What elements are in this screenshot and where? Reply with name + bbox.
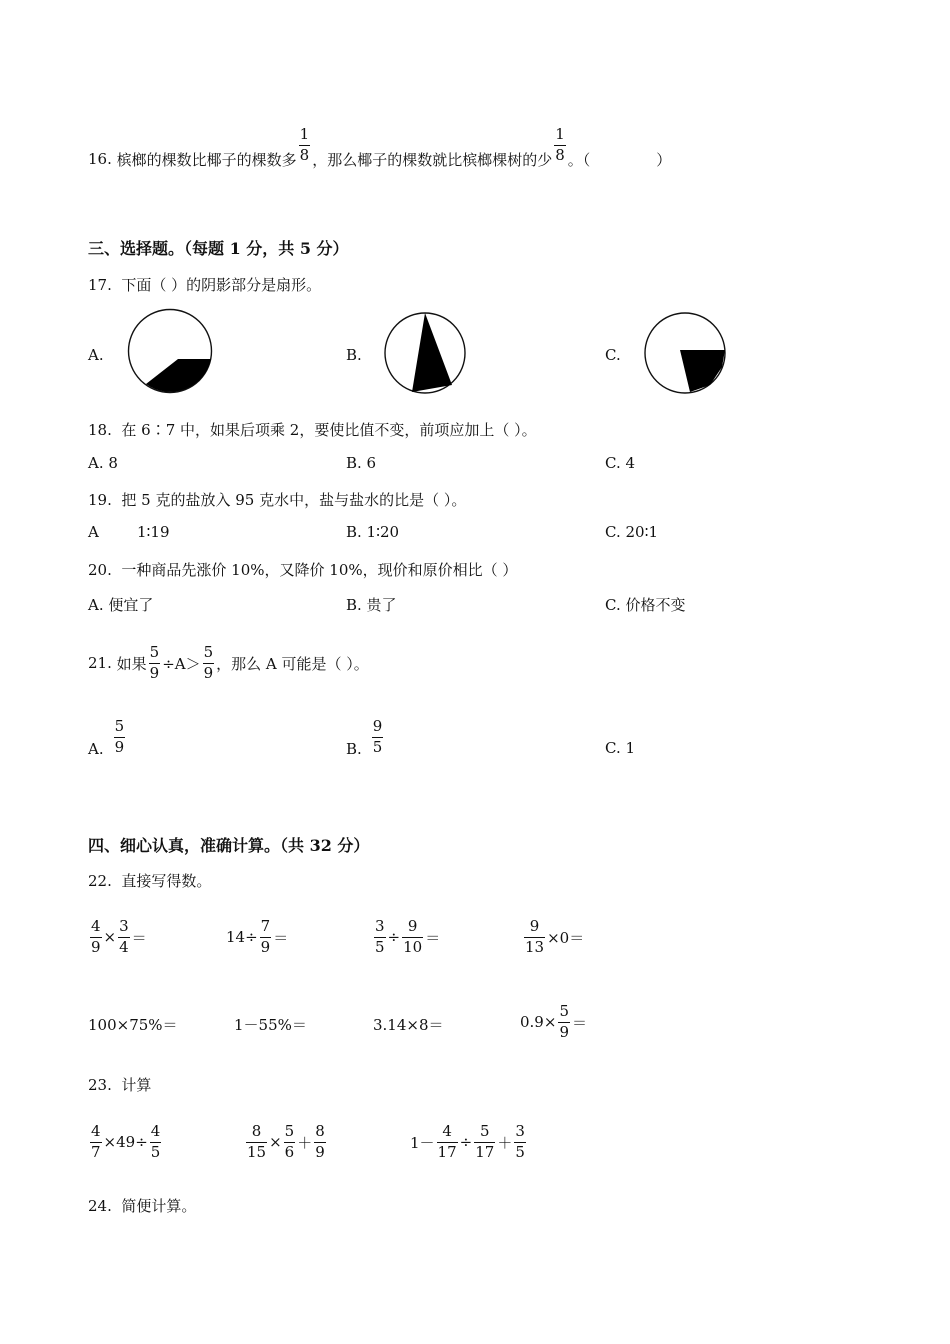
question-number: 16. (88, 150, 112, 168)
expression: 1－55%＝ (234, 1016, 307, 1034)
question-18: 18. 在 6∶7 中，如果后项乘 2，要使比值不变，前项应加上（ ）。 (88, 421, 537, 439)
option-b[interactable]: B. 1∶20 (346, 523, 400, 541)
fraction: $\frac{5}{9}$ (149, 642, 160, 682)
question-17: 17. 下面（ ）的阴影部分是扇形。 (88, 276, 322, 294)
option-a-label[interactable]: A. (88, 346, 104, 364)
question-23: 23. 计算 (88, 1076, 152, 1094)
option-c[interactable]: C. 4 (605, 454, 636, 472)
sector-diagram-a[interactable] (126, 307, 214, 395)
question-21: 21. 如果 $\frac{5}{9}$ ÷A＞ $\frac{5}{9}$ ，那么 A 可能是（ ）。 (88, 642, 369, 682)
option-c[interactable]: C. 价格不变 (605, 596, 686, 614)
expression: 3.14×8＝ (373, 1016, 444, 1034)
expression: $\frac{3}{5}$ ÷ $\frac{9}{10}$ ＝ (375, 916, 441, 956)
fraction: $\frac{1}{8}$ (299, 124, 310, 164)
fraction: $\frac{5}{9}$ (114, 716, 125, 756)
question-22: 22. 直接写得数。 (88, 872, 212, 890)
question-24: 24. 简便计算。 (88, 1197, 197, 1215)
expression: $\frac{9}{13}$ ×0＝ (525, 916, 585, 956)
sector-diagram-b[interactable] (382, 312, 468, 394)
option-a[interactable]: A. $\frac{5}{9}$ (88, 716, 125, 758)
option-b[interactable]: B. $\frac{9}{5}$ (346, 716, 383, 758)
expression: 100×75%＝ (88, 1016, 178, 1034)
fraction: $\frac{1}{8}$ (555, 124, 565, 164)
expression: 1－ $\frac{4}{17}$ ÷ $\frac{5}{17}$ ＋ $\frac{3}{5}$ (410, 1121, 525, 1161)
expression: 0.9× $\frac{5}{9}$ ＝ (520, 1001, 587, 1041)
question-19: 19. 把 5 克的盐放入 95 克水中，盐与盐水的比是（ ）。 (88, 491, 467, 509)
expression: $\frac{8}{15}$ × $\frac{5}{6}$ ＋ $\frac{8}{9}$ (247, 1121, 325, 1161)
option-a[interactable]: A 1∶19 (88, 523, 170, 541)
option-a[interactable]: A. 便宜了 (88, 596, 154, 614)
question-16: 16. 槟榔的棵数比椰子的棵数多 $\frac{1}{8}$ ，那么椰子的棵数就比槟榔棵树的少 $\frac{1}{8}$ 。（ ） (88, 124, 672, 169)
option-a[interactable]: A. 8 (88, 454, 118, 472)
option-b[interactable]: B. 6 (346, 454, 377, 472)
option-c[interactable]: C. 20∶1 (605, 523, 659, 541)
fraction: $\frac{5}{9}$ (203, 642, 214, 682)
option-b-label[interactable]: B. (346, 346, 362, 364)
expression: $\frac{4}{7}$ ×49÷ $\frac{4}{5}$ (91, 1121, 161, 1161)
section-title-3: 三、选择题。（每题 1 分，共 5 分） (88, 239, 349, 258)
sector-diagram-c[interactable] (642, 310, 728, 396)
option-c[interactable]: C. 1 (605, 739, 636, 757)
expression: 14÷ $\frac{7}{9}$ ＝ (226, 916, 289, 956)
option-b[interactable]: B. 贵了 (346, 596, 397, 614)
section-title-4: 四、细心认真，准确计算。（共 32 分） (88, 836, 370, 855)
option-c-label[interactable]: C. (605, 346, 621, 364)
fraction: $\frac{9}{5}$ (372, 716, 383, 756)
expression: $\frac{4}{9}$ × $\frac{3}{4}$ ＝ (91, 916, 147, 956)
question-20: 20. 一种商品先涨价 10%，又降价 10%，现价和原价相比（ ） (88, 561, 518, 579)
